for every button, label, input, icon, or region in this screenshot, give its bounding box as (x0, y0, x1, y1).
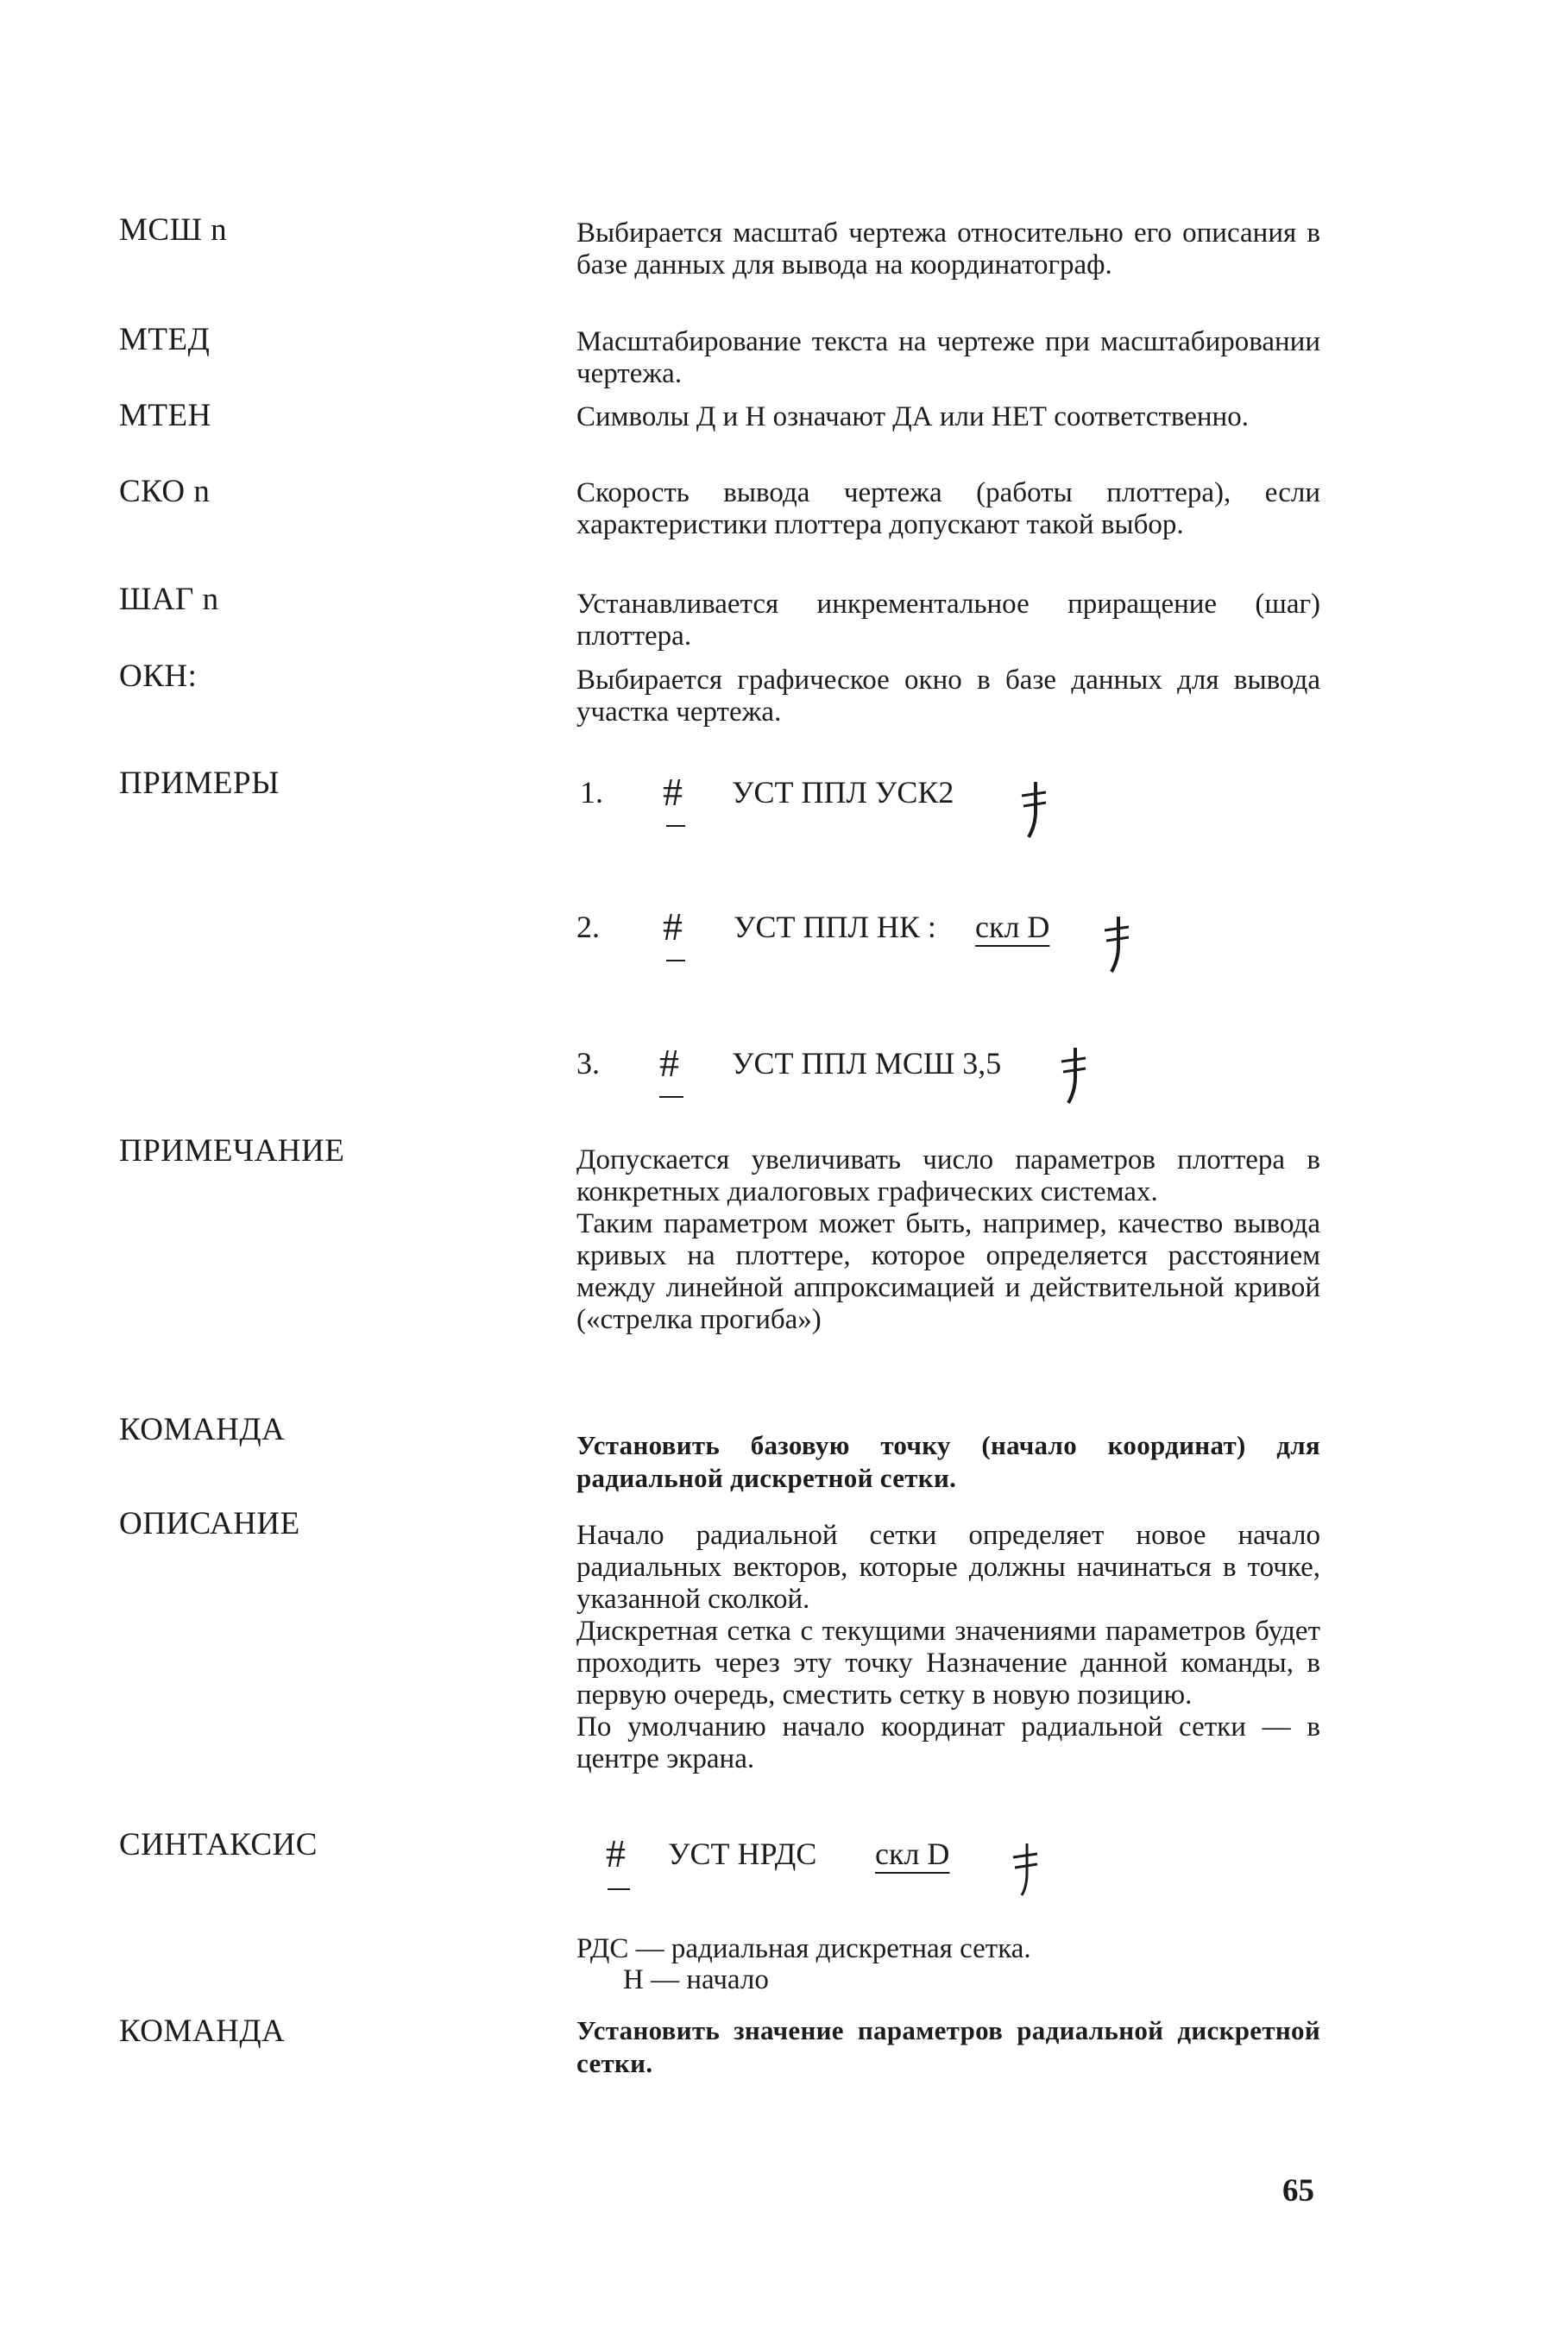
example-command: УСТ ППЛ УСК2 (732, 775, 954, 810)
param-text-msh: Выбирается масштаб чертежа относительно его описания в базе данных для вывода на координатограф. (576, 217, 1320, 280)
note-paragraph: Таким параметром может быть, например, качество вывода кривых на плоттере, которое определяется расстоянием между линейной аппроксимацией и действительной кривой («стрелка прогиба») (576, 1208, 1320, 1335)
syntax-argument: скл D (875, 1837, 950, 1871)
command-heading: КОМАНДА (119, 2013, 286, 2049)
note-text (576, 1144, 1320, 1336)
param-text-mten: Символы Д и Н означают ДА или НЕТ соответственно. (576, 401, 1249, 432)
example-number: 2. (576, 910, 600, 944)
param-label-okn: ОКН: (119, 659, 198, 694)
note-heading: ПРИМЕЧАНИЕ (119, 1133, 345, 1169)
description-paragraph: Дискретная сетка с текущими значениями параметров будет проходить через эту точку Назначение данной команды, в первую очередь, сместить сетку в новую позицию. (576, 1616, 1320, 1711)
example-1 (576, 770, 1094, 851)
terminator-icon (1018, 777, 1049, 839)
hash-symbol: # (663, 904, 683, 948)
hash-symbol: # (606, 1831, 626, 1875)
description-paragraph: По умолчанию начало координат радиальной сетки — в центре экрана. (576, 1711, 1320, 1774)
example-number: 1. (580, 775, 603, 810)
param-text-okn: Выбирается графическое окно в базе данных для вывода участка чертежа. (576, 665, 1320, 728)
command-heading: КОМАНДА (119, 1412, 286, 1447)
param-label-sko: СКО n (119, 474, 211, 509)
param-label-msh: МСШ n (119, 212, 228, 248)
terminator-icon (1101, 911, 1132, 974)
description-heading: ОПИСАНИЕ (119, 1506, 300, 1541)
command-text: Установить значение параметров радиальной дискретной сетки. (576, 2015, 1320, 2078)
example-argument: скл D (975, 910, 1050, 944)
description-paragraph: Начало радиальной сетки определяет новое начало радиальных векторов, которые должны начинаться в точке, указанной сколкой. (576, 1520, 1320, 1615)
syntax-heading: СИНТАКСИС (119, 1827, 318, 1862)
hash-symbol: # (663, 770, 683, 814)
terminator-icon (1010, 1838, 1041, 1900)
examples-heading: ПРИМЕРЫ (119, 766, 280, 801)
param-text-shag: Устанавливается инкрементальное приращение (шаг) плоттера. (576, 589, 1320, 652)
syntax-line (576, 1831, 1060, 1913)
example-command: УСТ ППЛ НК : (734, 910, 936, 944)
param-label-shag: ШАГ n (119, 582, 219, 617)
definition-item: РДС — радиальная дискретная сетка. (576, 1933, 1031, 1964)
syntax-command: УСТ НРДС (668, 1837, 817, 1871)
param-text-mted: Масштабирование текста на чертеже при масштабировании чертежа. (576, 326, 1320, 389)
definition-item: Н — начало (623, 1964, 769, 1995)
param-label-mten: МТЕН (119, 398, 211, 433)
example-2 (576, 904, 1181, 986)
param-label-mted: МТЕД (119, 322, 211, 357)
command-text: Установить базовую точку (начало координат) для радиальной дискретной сетки. (576, 1430, 1320, 1493)
example-number: 3. (576, 1046, 600, 1081)
param-text-sko: Скорость вывода чертежа (работы плоттера), если характеристики плоттера допускают такой выбор. (576, 477, 1320, 540)
example-3 (576, 1041, 1129, 1122)
example-command: УСТ ППЛ МСШ 3,5 (732, 1046, 1002, 1081)
page-number: 65 (1282, 2173, 1314, 2209)
terminator-icon (1058, 1043, 1089, 1105)
hash-symbol: # (659, 1041, 679, 1085)
description-text (576, 1520, 1320, 1775)
note-paragraph: Допускается увеличивать число параметров плоттера в конкретных диалоговых графических системах. (576, 1144, 1320, 1207)
syntax-definitions (576, 1933, 1031, 1995)
